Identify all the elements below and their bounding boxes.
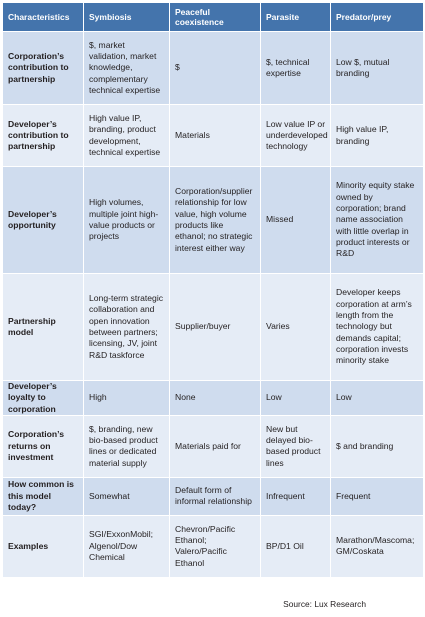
table-row-examples	[3, 515, 424, 577]
table-cell: Low	[331, 381, 424, 416]
row-label: How common is this model today?	[3, 477, 84, 515]
table-cell: Low	[261, 381, 331, 416]
comparison-table-container	[2, 2, 423, 578]
table-row-developer-loyalty	[3, 381, 424, 416]
table-cell: Somewhat	[84, 477, 170, 515]
table-row-corporation-contribution	[3, 32, 424, 105]
table-cell: Chevron/Pacific Ethanol; Valero/Pacific Ethanol	[170, 515, 261, 577]
table-cell: Minority equity stake owned by corporation; brand name association with little overlap in product interests or R&D	[331, 167, 424, 274]
row-label: Partnership model	[3, 274, 84, 381]
row-label: Developer’s loyalty to corporation	[3, 381, 84, 416]
table-cell: $, technical expertise	[261, 32, 331, 105]
row-label: Developer’s opportunity	[3, 167, 84, 274]
table-cell: Materials paid for	[170, 415, 261, 477]
table-cell: None	[170, 381, 261, 416]
table-row-partnership-model	[3, 274, 424, 381]
table-cell: Low $, mutual branding	[331, 32, 424, 105]
table-cell: Frequent	[331, 477, 424, 515]
header-row	[3, 3, 424, 32]
table-cell: Developer keeps corporation at arm’s length from the technology but demands capital; corporation invests minority stake	[331, 274, 424, 381]
row-label: Examples	[3, 515, 84, 577]
table-cell: Varies	[261, 274, 331, 381]
header-predator-prey: Predator/prey	[331, 3, 424, 32]
partnership-models-table	[2, 2, 424, 578]
table-cell: Low value IP or underdeveloped technology	[261, 105, 331, 167]
table-cell: Materials	[170, 105, 261, 167]
table-cell: $	[170, 32, 261, 105]
row-label: Corporation’s returns on investment	[3, 415, 84, 477]
table-cell: Marathon/Mascoma; GM/Coskata	[331, 515, 424, 577]
table-cell: BP/D1 Oil	[261, 515, 331, 577]
source-caption: Source: Lux Research	[283, 599, 366, 609]
row-label: Corporation’s contribution to partnership	[3, 32, 84, 105]
header-symbiosis: Symbiosis	[84, 3, 170, 32]
row-label: Developer’s contribution to partnership	[3, 105, 84, 167]
header-peaceful-coexistence: Peaceful coexistence	[170, 3, 261, 32]
table-cell: $, market validation, market knowledge, complementary technical expertise	[84, 32, 170, 105]
table-cell: Long-term strategic collaboration and open innovation between partners; licensing, JV, joint R&D taskforce	[84, 274, 170, 381]
table-cell: High value IP, branding	[331, 105, 424, 167]
header-characteristics: Characteristics	[3, 3, 84, 32]
table-row-developer-contribution	[3, 105, 424, 167]
table-row-how-common	[3, 477, 424, 515]
table-cell: Corporation/supplier relationship for low value, high volume products like ethanol; no strategic interest either way	[170, 167, 261, 274]
table-cell: High	[84, 381, 170, 416]
table-cell: $, branding, new bio-based product lines or dedicated material supply	[84, 415, 170, 477]
table-cell: $ and branding	[331, 415, 424, 477]
table-row-corporation-returns	[3, 415, 424, 477]
table-cell: Default form of informal relationship	[170, 477, 261, 515]
table-cell: Missed	[261, 167, 331, 274]
table-cell: New but delayed bio-based product lines	[261, 415, 331, 477]
table-cell: Infrequent	[261, 477, 331, 515]
table-cell: SGI/ExxonMobil; Algenol/Dow Chemical	[84, 515, 170, 577]
header-parasite: Parasite	[261, 3, 331, 32]
table-row-developer-opportunity	[3, 167, 424, 274]
table-cell: High value IP, branding, product development, technical expertise	[84, 105, 170, 167]
table-cell: High volumes, multiple joint high-value products or projects	[84, 167, 170, 274]
table-cell: Supplier/buyer	[170, 274, 261, 381]
